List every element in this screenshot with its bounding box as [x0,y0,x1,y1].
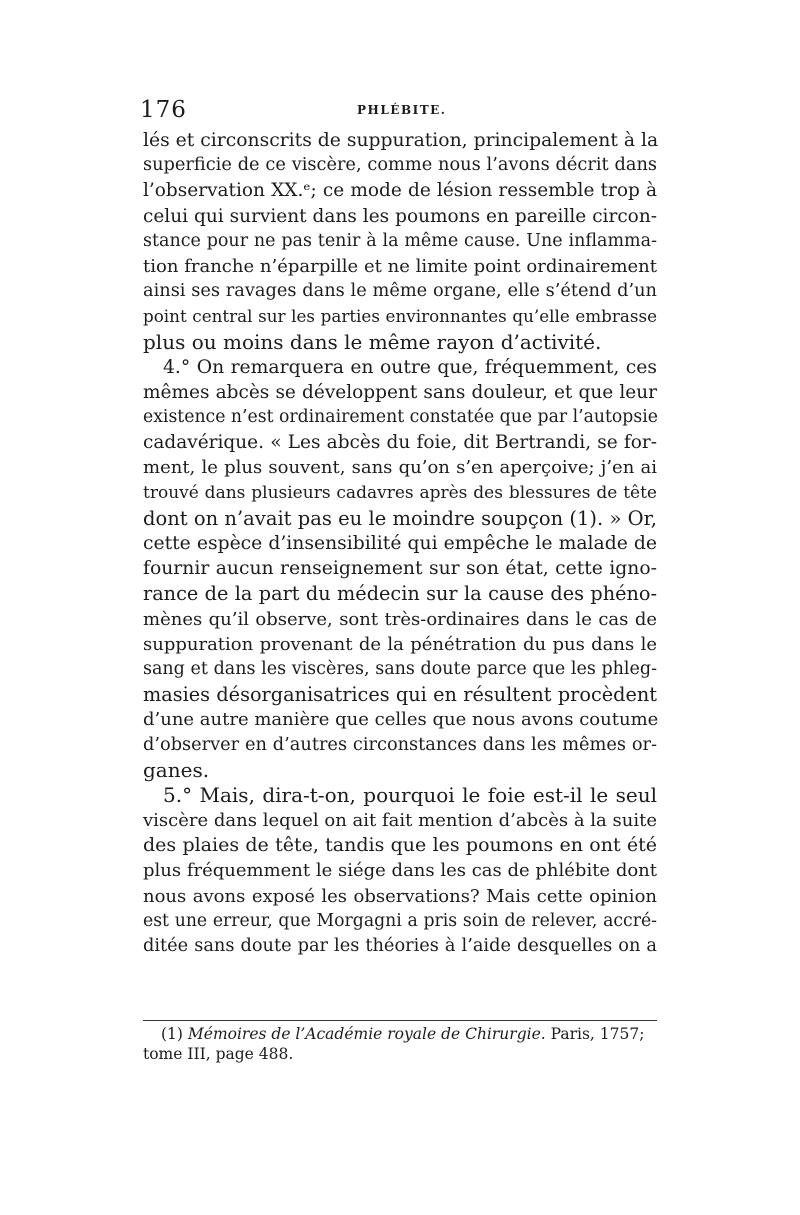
footnote-title: Mémoires de l’Académie royale de Chirurgie. [187,1025,546,1043]
text-line: fournir aucun renseignement sur son état, cette igno- [143,558,657,580]
text-line: viscère dans lequel on ait fait mention d’abcès à la suite [143,810,657,832]
text-line: ment, le plus souvent, sans qu’on s’en aperçoive; j’en ai [143,457,657,479]
text-line: trouvé dans plusieurs cadavres après des blessures de tête [143,482,657,503]
text-line: masies désorganisatrices qui en résultent procèdent [143,683,657,707]
footnote-divider [143,1020,657,1021]
text-line: ditée sans doute par les théories à l’aide desquelles on a [143,936,657,956]
page-number: 176 [140,97,187,123]
text-line: cette espèce d’insensibilité qui empêche le malade de [143,533,657,554]
text-line: point central sur les parties environnantes qu’elle embrasse [143,306,657,327]
paragraph-start-line: 5.° Mais, dira-t-on, pourquoi le foie est-il le seul [163,782,657,807]
footnote-volume-page: tome III, page 488. [143,1045,294,1063]
text-line: des plaies de tête, tandis que les poumons en ont été [143,834,657,857]
text-line: l’observation XX.ᵉ; ce mode de lésion ressemble trop à [143,180,657,202]
text-line: superficie de ce viscère, comme nous l’avons décrit dans [143,155,657,176]
text-line: mêmes abcès se développent sans douleur, et que leur [143,381,657,403]
text-line: tion franche n’éparpille et ne limite point ordinairement [143,255,657,277]
text-line: lés et circonscrits de suppuration, principalement à la [143,130,659,151]
text-line: plus fréquemment le siége dans les cas de phlébite dont [143,860,657,882]
paragraph-start-line: 4.° On remarquera en outre que, fréquemment, ces [163,356,657,378]
text-line: d’observer en d’autres circonstances dans les mêmes or- [143,734,657,755]
text-line: ainsi ses ravages dans le même organe, elle s’étend d’un [143,281,657,302]
text-line: existence n’est ordinairement constatée que par l’autopsie [143,407,658,428]
footnote-marker: (1) [161,1025,183,1043]
text-line: cadavérique. « Les abcès du foie, dit Bertrandi, se for- [143,432,657,454]
footnote-place-year: Paris, 1757; [550,1025,645,1043]
body-text [143,128,657,959]
text-line: celui qui survient dans les poumons en pareille circon- [143,205,657,227]
text-line: stance pour ne pas tenir à la même cause. Une inflamma- [143,230,657,251]
text-line: rance de la part du médecin sur la cause des phéno- [143,582,657,606]
footnote [143,1024,657,1064]
footnote-line [143,1024,657,1044]
text-line: dont on n’avait pas eu le moindre soupçon (1). » Or, [143,506,657,530]
text-line: nous avons exposé les observations? Mais cette opinion [143,885,657,907]
text-line: plus ou moins dans le même rayon d’activité. [143,329,602,354]
running-title: PHLÉBITE. [357,103,447,117]
text-line: est une erreur, que Morgagni a pris soin de relever, accré- [143,910,657,931]
text-line: suppuration provenant de la pénétration du pus dans le [143,633,657,655]
text-line: ganes. [143,757,210,782]
text-line: d’une autre manière que celles que nous avons coutume [143,709,659,731]
footnote-line [143,1044,657,1064]
text-line: sang et dans les viscères, sans doute parce que les phleg- [143,658,657,679]
text-line: mènes qu’il observe, sont très-ordinaires dans le cas de [143,608,657,630]
